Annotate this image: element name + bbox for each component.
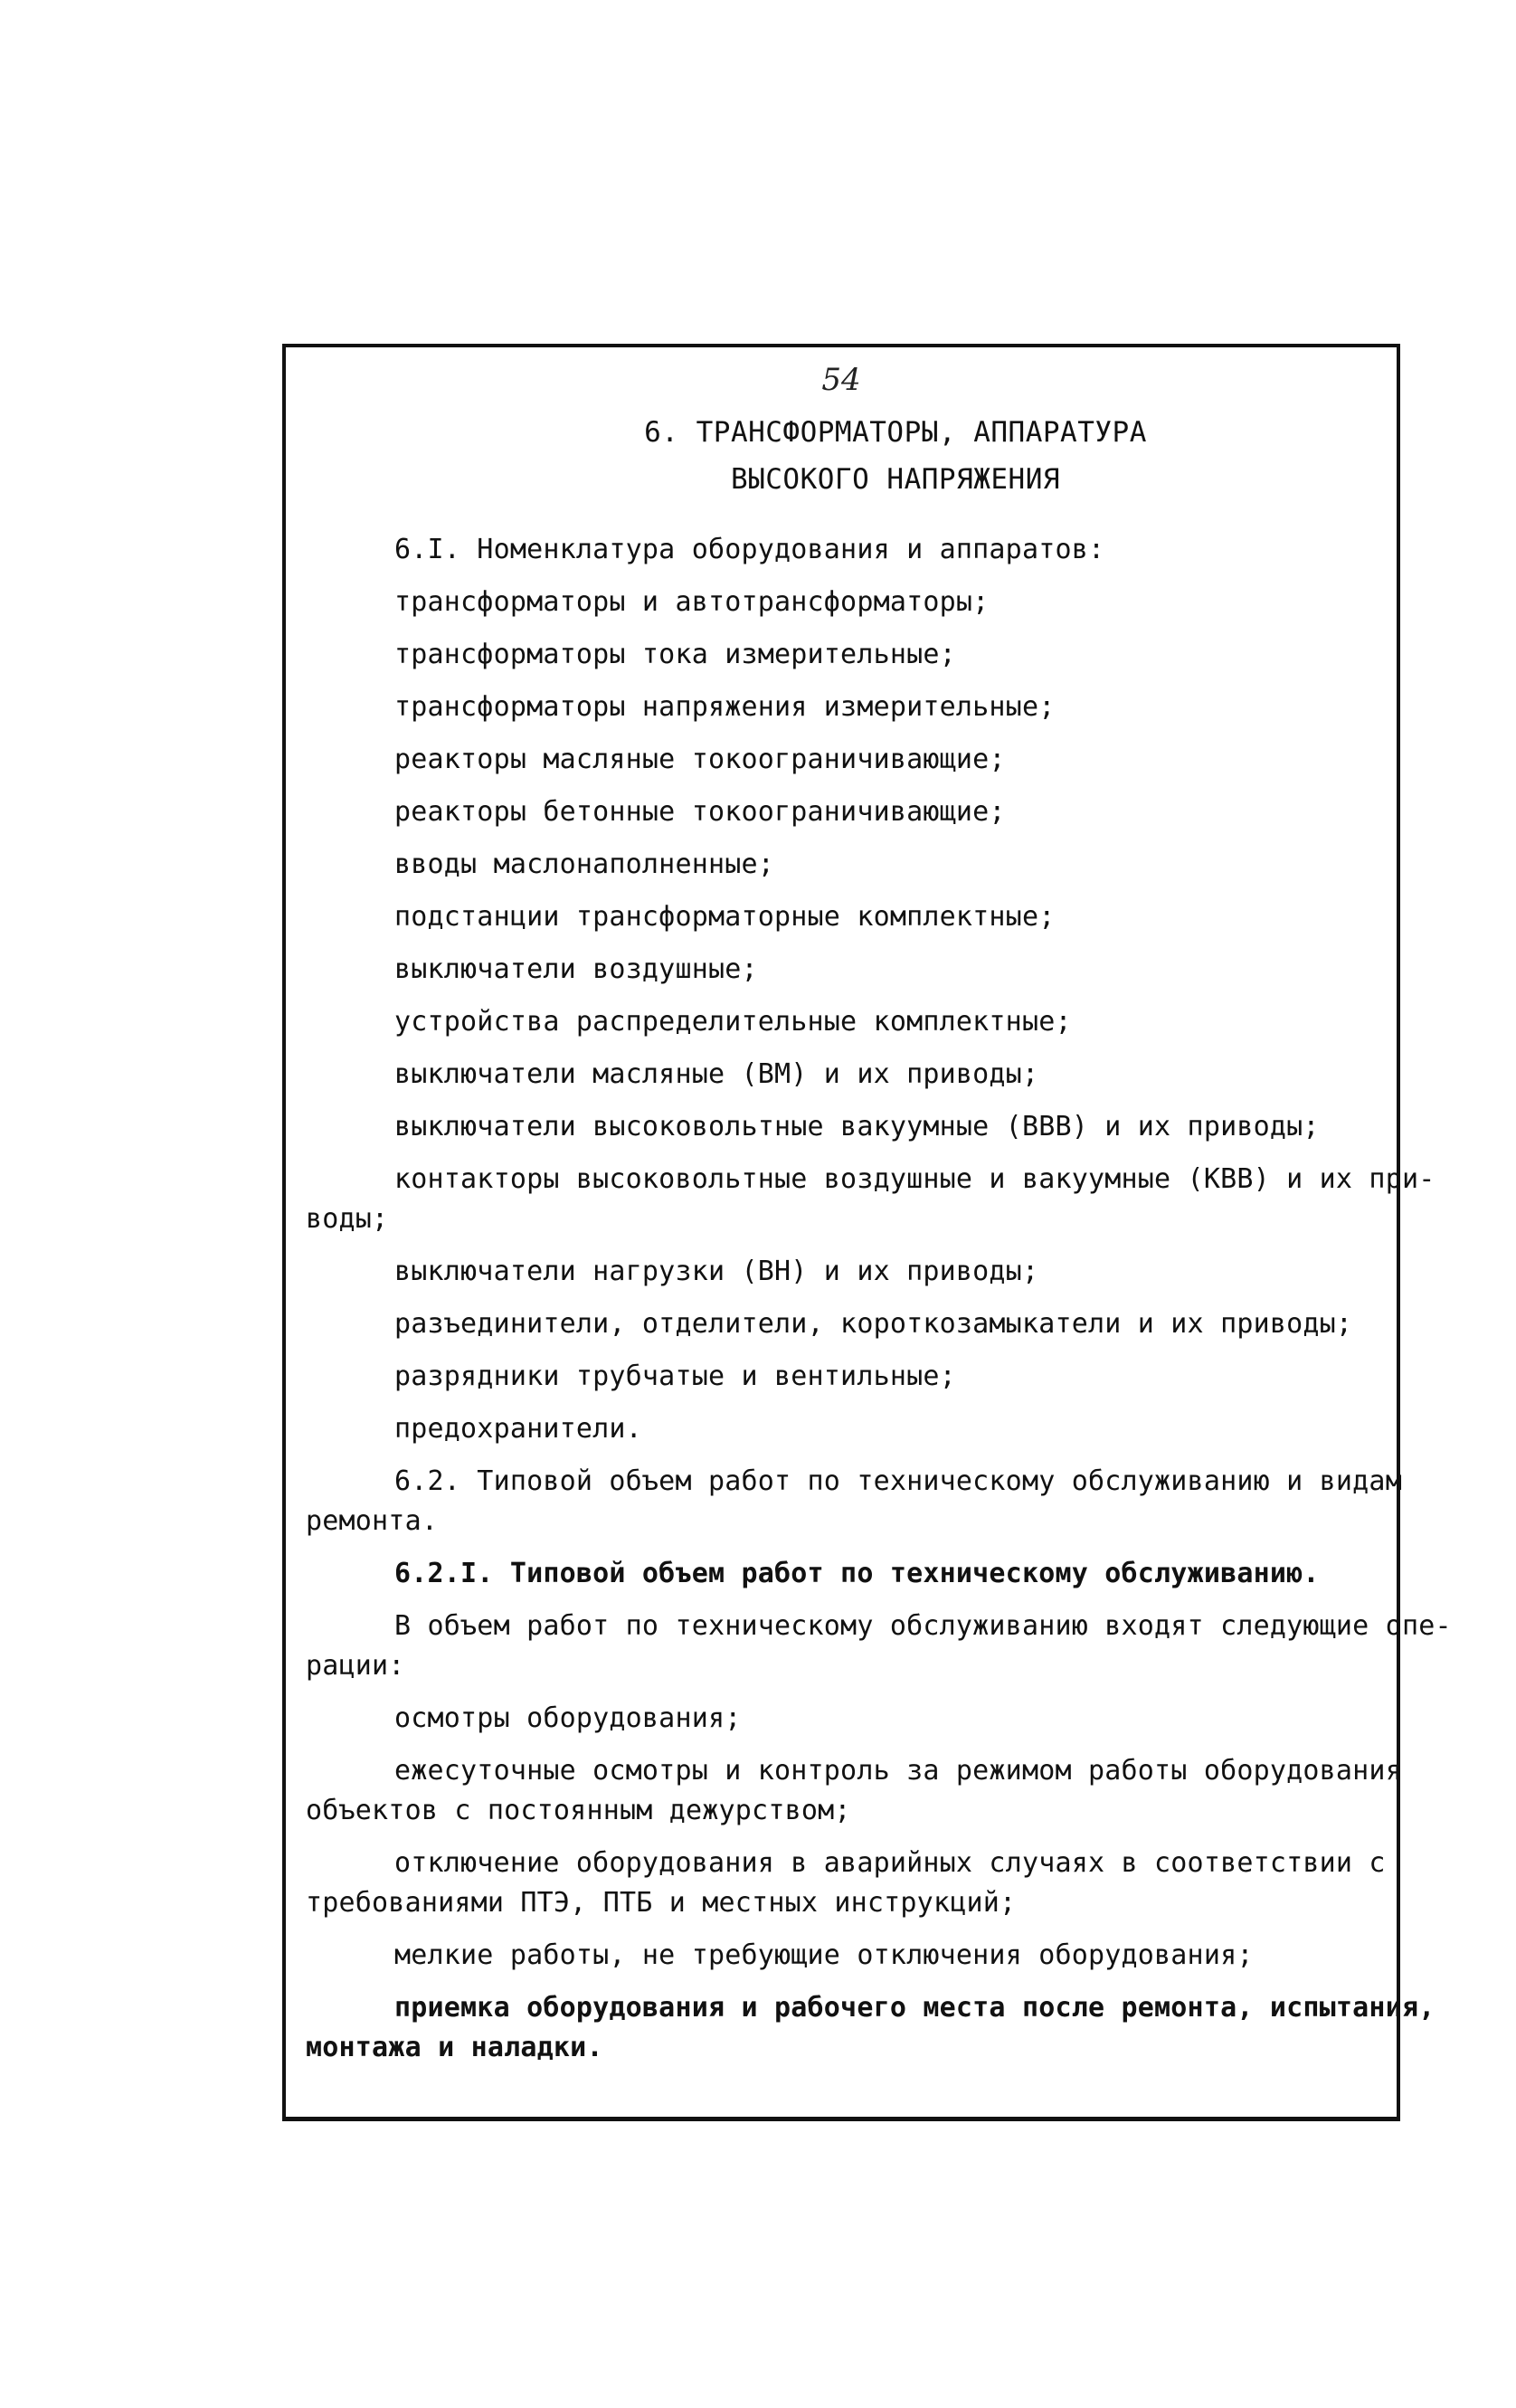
section-title-line-1: 6. ТРАНСФОРМАТОРЫ, АППАРАТУРА (644, 416, 1147, 449)
section-title-line-2: ВЫСОКОГО НАПРЯЖЕНИЯ (730, 463, 1061, 496)
paragraph-continuation: рации: (306, 1650, 405, 1682)
list-item: мелкие работы, не требующие отключения оборудования; (394, 1939, 1254, 1971)
list-item: выключатели нагрузки (ВН) и их приводы; (394, 1256, 1039, 1287)
list-item: трансформаторы тока измерительные; (394, 639, 956, 670)
section-title (286, 409, 1397, 503)
paragraph-6-1-heading: 6.I. Номенклатура оборудования и аппаратов: (394, 534, 1105, 565)
list-item: реакторы бетонные токоограничивающие; (394, 796, 1006, 828)
list-item: реакторы масляные токоограничивающие; (394, 744, 1006, 775)
paragraph-6-2-1-heading: 6.2.I. Типовой объем работ по техническому обслуживанию. (394, 1558, 1320, 1589)
list-item: трансформаторы напряжения измерительные; (394, 691, 1056, 723)
list-item: предохранители. (394, 1413, 642, 1445)
list-item: разъединители, отделители, короткозамыкатели и их приводы; (394, 1308, 1353, 1340)
list-item: вводы маслонаполненные; (394, 848, 775, 880)
list-item: выключатели высоковольтные вакуумные (ВВВ) и их приводы; (394, 1111, 1320, 1142)
list-item: отключение оборудования в аварийных случаях в соответствии с (394, 1847, 1386, 1879)
page-number: 54 (821, 362, 861, 398)
list-item: устройства распределительные комплектные; (394, 1006, 1072, 1038)
list-item: трансформаторы и автотрансформаторы; (394, 586, 990, 618)
paragraph-6-2-heading: 6.2. Типовой объем работ по техническому обслуживанию и видам (394, 1465, 1402, 1497)
document-frame (282, 344, 1452, 2121)
list-item: приемка оборудования и рабочего места после ремонта, испытания, (394, 1992, 1435, 2024)
document-content (286, 347, 1452, 2117)
list-item: осмотры оборудования; (394, 1702, 742, 1734)
list-item-continuation: воды; (306, 1203, 389, 1235)
paragraph-continuation: ремонта. (306, 1505, 439, 1537)
paragraph-text: В объем работ по техническому обслуживанию входят следующие опе- (394, 1610, 1452, 1642)
list-item: ежесуточные осмотры и контроль за режимом работы оборудования (394, 1755, 1402, 1787)
list-item: подстанции трансформаторные комплектные; (394, 901, 1056, 933)
text-body (306, 524, 1452, 2074)
list-item: разрядники трубчатые и вентильные; (394, 1360, 956, 1392)
list-item-continuation: объектов с постоянным дежурством; (306, 1795, 851, 1826)
list-item-continuation: требованиями ПТЭ, ПТБ и местных инструкций; (306, 1887, 1017, 1919)
list-item: выключатели масляные (ВМ) и их приводы; (394, 1058, 1039, 1090)
list-item-continuation: монтажа и наладки. (306, 2032, 603, 2063)
list-item: контакторы высоковольтные воздушные и вакуумные (КВВ) и их при- (394, 1163, 1435, 1195)
list-item: выключатели воздушные; (394, 953, 758, 985)
